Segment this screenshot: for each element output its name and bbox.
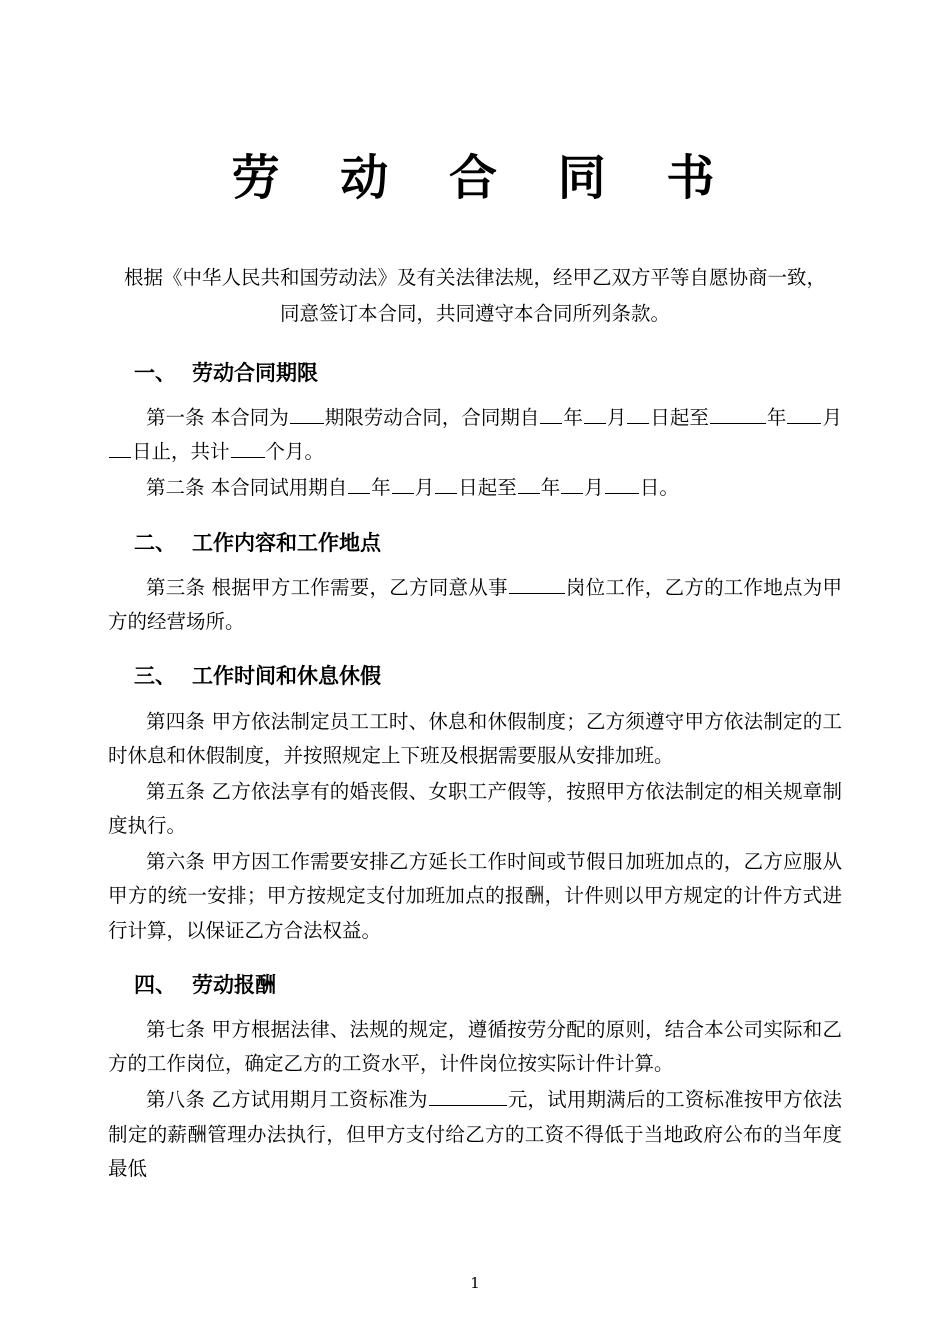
fill-in-blank[interactable] <box>787 405 821 425</box>
preamble-line-2: 同意签订本合同，共同遵守本合同所列条款。 <box>279 301 670 325</box>
clause-text: 个月。 <box>265 440 325 464</box>
clause-text: 年 <box>371 476 391 500</box>
section-heading <box>108 528 842 560</box>
fill-in-blank[interactable] <box>561 475 583 495</box>
clause-text: 日起至 <box>458 476 517 500</box>
clause-text: 乙方试用期月工资标准为 <box>211 1088 428 1112</box>
section-number: 四、 <box>134 972 176 997</box>
page-title: 劳 动 合 同 书 <box>231 150 737 206</box>
fill-in-blank[interactable] <box>710 405 766 425</box>
fill-in-blank[interactable] <box>627 405 649 425</box>
clause <box>108 1083 842 1185</box>
clause-text: 日起至 <box>650 406 709 430</box>
section-heading-text: 工作内容和工作地点 <box>192 530 381 555</box>
clause-text: 年 <box>540 476 561 500</box>
clause-label: 第三条 <box>146 576 206 600</box>
clause <box>108 705 842 773</box>
clause-text: 本合同试用期自 <box>210 476 348 500</box>
clause-text: 月 <box>606 406 627 430</box>
fill-in-blank[interactable] <box>392 475 414 495</box>
clause <box>108 845 842 947</box>
clause-text: 年 <box>563 406 583 430</box>
clause-text: 月 <box>584 476 604 500</box>
section-number: 二、 <box>134 530 176 555</box>
preamble <box>108 260 842 332</box>
clause-text: 甲方根据法律、法规的规定，遵循按劳分配的原则，结合本公司实际和乙方的工作岗位，确定乙方的工资水平，计件岗位按实际计件计算。 <box>108 1018 842 1076</box>
clause-label: 第四条 <box>146 709 206 733</box>
clause-text: 元，试用期满后的工资标准按甲方依法制定的薪酬管理办法执行，但甲方支付给乙方的工资不得低于当地政府公布的当年度最低 <box>108 1088 842 1180</box>
page-number: 1 <box>470 1274 480 1292</box>
section-heading-text: 劳动报酬 <box>192 972 276 997</box>
fill-in-blank[interactable] <box>429 1087 507 1107</box>
clause-text: 日。 <box>639 476 679 500</box>
clause <box>108 401 842 469</box>
fill-in-blank[interactable] <box>348 475 370 495</box>
fill-in-blank[interactable] <box>435 475 457 495</box>
section-heading <box>108 661 842 693</box>
fill-in-blank[interactable] <box>518 475 540 495</box>
section-heading-text: 工作时间和休息休假 <box>192 664 381 689</box>
clause-label: 第一条 <box>146 406 205 430</box>
fill-in-blank[interactable] <box>290 405 324 425</box>
section-heading-text: 劳动合同期限 <box>192 360 318 385</box>
fill-in-blank[interactable] <box>231 439 265 459</box>
preamble-line-1: 根据《中华人民共和国劳动法》及有关法律法规，经甲乙双方平等自愿协商一致， <box>123 265 826 289</box>
clause-label: 第六条 <box>146 850 206 874</box>
section-heading <box>108 358 842 390</box>
clause-label: 第八条 <box>146 1088 205 1112</box>
clause-text: 岗位工作，乙方的工作地点为甲方的经营场所。 <box>108 576 842 634</box>
clause-text: 甲方依法制定员工工时、休息和休假制度；乙方须遵守甲方依法制定的工时休息和休假制度，并按照规定上下班及根据需要服从安排加班。 <box>108 709 842 767</box>
clause-text: 月 <box>822 406 842 430</box>
clause-text: 日止，共计 <box>132 440 230 464</box>
section-number: 三、 <box>134 664 176 689</box>
clause <box>108 571 842 639</box>
clause-text: 乙方依法享有的婚丧假、女职工产假等，按照甲方依法制定的相关规章制度执行。 <box>108 780 842 838</box>
section-number: 一、 <box>134 360 176 385</box>
fill-in-blank[interactable] <box>584 405 606 425</box>
clause-text: 期限劳动合同，合同期自 <box>324 406 540 430</box>
clause <box>108 775 842 843</box>
section-heading <box>108 970 842 1002</box>
fill-in-blank[interactable] <box>605 475 639 495</box>
clause-text: 月 <box>414 476 435 500</box>
clause-text: 本合同为 <box>210 406 289 430</box>
clause <box>108 471 842 505</box>
sections-container <box>108 358 842 1186</box>
fill-in-blank[interactable] <box>109 439 131 459</box>
fill-in-blank[interactable] <box>509 575 565 595</box>
clause-label: 第二条 <box>146 476 205 500</box>
clause-label: 第七条 <box>146 1018 206 1042</box>
clause-label: 第五条 <box>146 780 206 804</box>
fill-in-blank[interactable] <box>540 405 562 425</box>
clause-text: 根据甲方工作需要，乙方同意从事 <box>211 576 508 600</box>
clause-text: 年 <box>766 406 787 430</box>
clause <box>108 1013 842 1081</box>
clause-text: 甲方因工作需要安排乙方延长工作时间或节假日加班加点的，乙方应服从甲方的统一安排；甲方按规定支付加班加点的报酬，计件则以甲方规定的计件方式进行计算，以保证乙方合法权益。 <box>108 850 842 942</box>
